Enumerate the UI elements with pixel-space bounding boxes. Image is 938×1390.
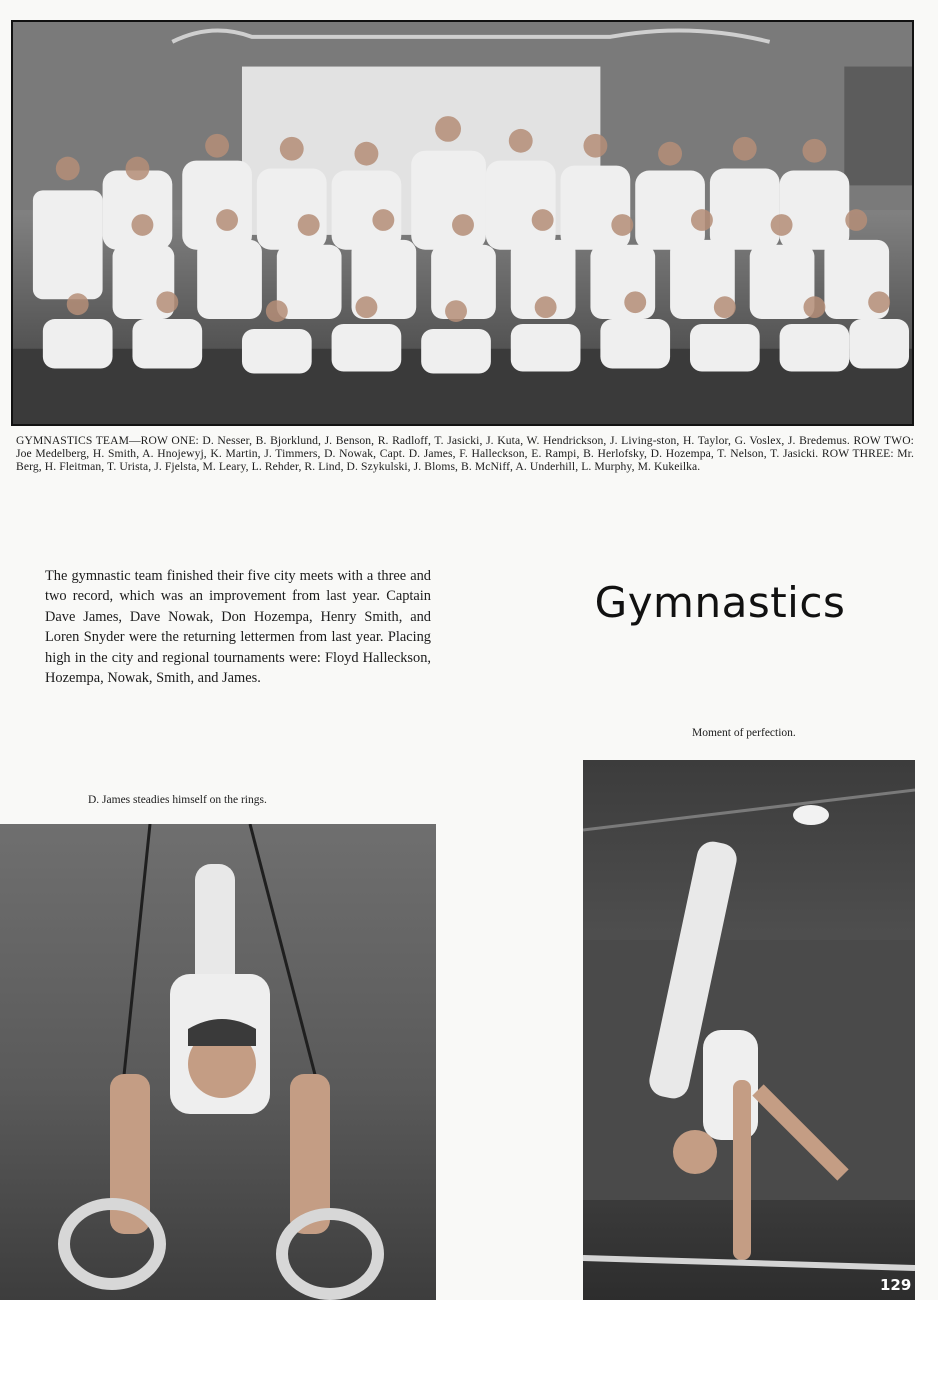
page-number: 129	[880, 1276, 912, 1294]
article-body: The gymnastic team finished their five city meets with a three and two record, which was an improvement from last year. Captain Dave James, Dave Nowak, Don Hozempa, Henry Smith, and Loren Snyder were the returning lettermen from last year. Placing high in the city and regional tournaments were: Floyd Halleckson, Hozempa, Nowak, Smith, and James.	[45, 568, 431, 687]
photo-caption-perfection: Moment of perfection.	[692, 727, 796, 739]
page-title: Gymnastics	[594, 578, 846, 627]
team-caption: GYMNASTICS TEAM—ROW ONE: D. Nesser, B. Bjorklund, J. Benson, R. Radloff, T. Jasicki, J. Kuta, W. Hendrickson, J. Living-ston, H. Taylor, G. Voslex, J. Bredemus. ROW TWO: Joe Medelberg, H. Smith, A. Hnojewyj, K. Martin, J. Timmers, D. Nowak, Capt. D. James, F. Halleckson, E. Rampi, B. Herlofsky, D. Hozempa, T. Nelson, T. Jasicki. ROW THREE: Mr. Berg, H. Fleitman, T. Urista, J. Fjelsta, M. Leary, L. Rehder, R. Lind, D. Szykulski, J. Bloms, B. McNiff, A. Underhill, L. Murphy, M. Kukeilka.	[16, 434, 914, 473]
photo-caption-rings: D. James steadies himself on the rings.	[88, 794, 267, 806]
team-photo	[11, 20, 914, 426]
bottom-strip	[0, 1300, 938, 1390]
rings-photo	[0, 824, 436, 1300]
parallel-bars-photo	[583, 760, 915, 1300]
